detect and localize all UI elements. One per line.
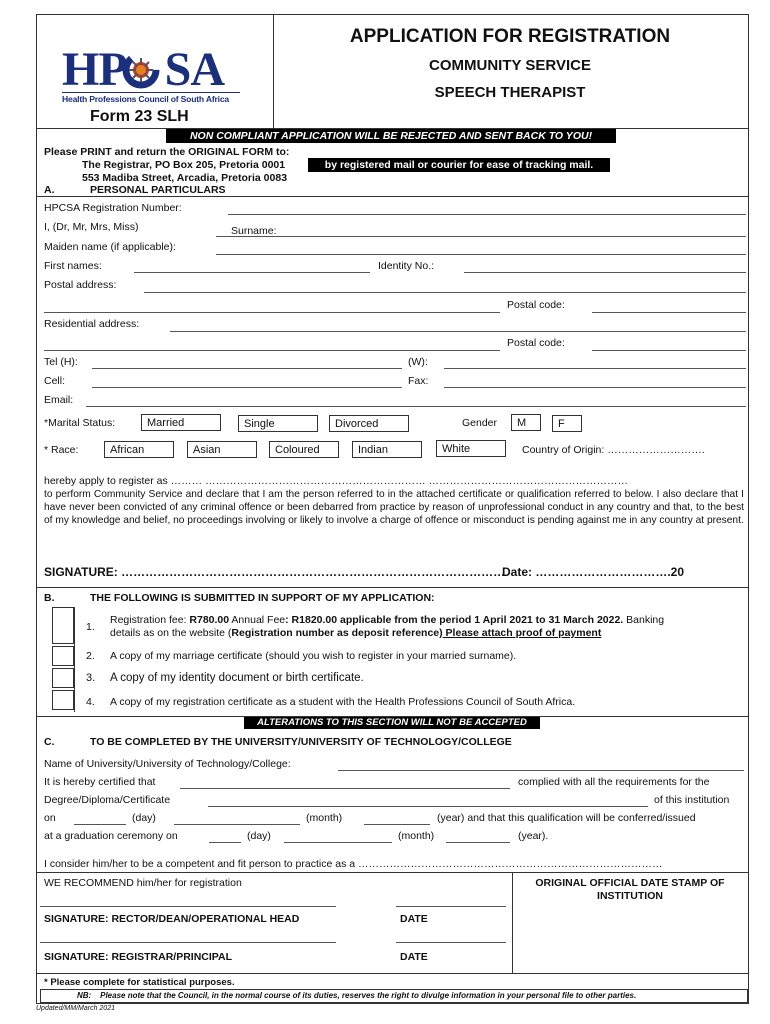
instructions-street: 553 Madiba Street, Arcadia, Pretoria 0083 xyxy=(82,172,288,184)
marital-option-divorced[interactable]: Divorced xyxy=(329,415,409,432)
race-option-asian[interactable]: Asian xyxy=(187,441,257,458)
postal-code-label: Postal code: xyxy=(507,299,565,311)
first-names-field[interactable] xyxy=(134,272,370,273)
postal-code-2-label: Postal code: xyxy=(507,337,565,349)
qual-year-field[interactable] xyxy=(364,824,430,825)
ceremony-month-label: (month) xyxy=(398,830,435,842)
first-names-label: First names: xyxy=(44,260,102,272)
alterations-notice: ALTERATIONS TO THIS SECTION WILL NOT BE ACCEPTED xyxy=(244,717,540,729)
qual-month-field[interactable] xyxy=(174,824,300,825)
statistical-note: * Please complete for statistical purposes. xyxy=(44,977,235,988)
item-1-number: 1. xyxy=(86,621,95,633)
non-compliant-notice: NON COMPLIANT APPLICATION WILL BE REJECTED AND SENT BACK TO YOU! xyxy=(166,129,616,143)
qual-year-label: (year) and that this qualification will be conferred/issued xyxy=(437,812,696,824)
registrar-signature-field[interactable] xyxy=(40,942,336,943)
certified-name-field[interactable] xyxy=(180,788,510,789)
degree-field[interactable] xyxy=(208,806,648,807)
hpcsa-reg-field[interactable] xyxy=(228,214,746,215)
postal-address-field-1[interactable] xyxy=(144,292,746,293)
surname-label: Surname: xyxy=(231,225,277,237)
fax-label: Fax: xyxy=(408,375,429,387)
page-title: APPLICATION FOR REGISTRATION xyxy=(349,26,671,47)
identity-field[interactable] xyxy=(464,272,746,273)
item-3-text: A copy of my identity document or birth certificate. xyxy=(110,672,364,684)
title-community-service: COMMUNITY SERVICE xyxy=(429,57,591,74)
ceremony-label: at a graduation ceremony on xyxy=(44,830,178,842)
university-field[interactable] xyxy=(338,770,744,771)
registrar-date-label: DATE xyxy=(400,951,428,963)
item-1-text: Registration fee: R780.00 Annual Fee: R1820.00 applicable from the period 1 April 2021 to 31 March 2022. Banking xyxy=(110,614,665,626)
recommend-label: WE RECOMMEND him/her for registration xyxy=(44,877,242,889)
item-3-number: 3. xyxy=(86,672,96,684)
cell-label: Cell: xyxy=(44,375,66,387)
logo-letters: HP SA xyxy=(62,43,225,96)
rector-date-field[interactable] xyxy=(396,906,506,907)
postal-code-2-field[interactable] xyxy=(592,350,746,351)
stamp-area[interactable] xyxy=(514,905,746,971)
certified-label: It is hereby certified that xyxy=(44,776,156,788)
section-b-letter: B. xyxy=(44,592,55,604)
stamp-divider xyxy=(512,872,513,973)
qual-day-label: (day) xyxy=(132,812,156,824)
instructions-address: The Registrar, PO Box 205, Pretoria 0001 xyxy=(82,159,286,171)
tel-work-field[interactable] xyxy=(444,368,746,369)
maiden-field[interactable] xyxy=(216,254,746,255)
email-field[interactable] xyxy=(86,406,746,407)
maiden-label: Maiden name (if applicable): xyxy=(44,241,176,253)
registrar-signature-label: SIGNATURE: REGISTRAR/PRINCIPAL xyxy=(44,951,233,963)
checkbox-item-1[interactable] xyxy=(52,607,74,644)
postal-address-field-2[interactable] xyxy=(44,312,500,313)
section-a-title: PERSONAL PARTICULARS xyxy=(90,184,226,196)
rector-signature-field[interactable] xyxy=(40,906,336,907)
tel-work-label: (W): xyxy=(408,356,428,368)
marital-option-single[interactable]: Single xyxy=(238,415,318,432)
country-of-origin[interactable]: Country of Origin: ………………………. xyxy=(522,444,705,456)
item-4-number: 4. xyxy=(86,696,95,708)
race-option-coloured[interactable]: Coloured xyxy=(269,441,339,458)
instructions-mail-note: by registered mail or courier for ease of tracking mail. xyxy=(308,158,610,172)
identity-label: Identity No.: xyxy=(378,260,435,272)
checkbox-item-2[interactable] xyxy=(52,646,74,666)
institution-label: of this institution xyxy=(654,794,730,806)
ceremony-day-label: (day) xyxy=(247,830,271,842)
applicant-date[interactable]: Date: …………………………….20 xyxy=(502,565,685,579)
tel-home-field[interactable] xyxy=(92,368,402,369)
race-label: * Race: xyxy=(44,444,79,456)
instructions-line1: Please PRINT and return the ORIGINAL FORM to: xyxy=(44,146,290,158)
race-option-african[interactable]: African xyxy=(104,441,174,458)
section-c-title: TO BE COMPLETED BY THE UNIVERSITY/UNIVERSITY OF TECHNOLOGY/COLLEGE xyxy=(90,736,512,748)
applicant-signature[interactable]: SIGNATURE: …………………………………………………………………………………… xyxy=(44,565,506,579)
surname-field[interactable] xyxy=(216,236,746,237)
marital-option-married[interactable]: Married xyxy=(141,414,221,431)
ceremony-day-field[interactable] xyxy=(209,842,241,843)
section-a-letter: A. xyxy=(44,184,55,196)
complied-label: complied with all the requirements for the xyxy=(518,776,710,788)
footer-divider xyxy=(36,973,748,974)
form-number: Form 23 SLH xyxy=(90,108,189,125)
recommend-divider xyxy=(36,872,748,873)
residential-address-field-2[interactable] xyxy=(44,350,500,351)
ceremony-month-field[interactable] xyxy=(284,842,392,843)
gender-option-f[interactable]: F xyxy=(552,415,582,432)
stamp-label: ORIGINAL OFFICIAL DATE STAMP OF INSTITUTION xyxy=(535,877,725,902)
declaration-text: to perform Community Service and declare that I am the person referred to in the attached certificate or qualification referred to below. I also declare that I have never been convicted of any criminal offence or been debarred from practice by reason of unprofessional conduct in any country and that, to the best of my knowledge and belief, no proceedings involving or likely to involve a charge of offence or misconduct is pending against me in any country at present. xyxy=(44,489,744,526)
nb-label: NB: xyxy=(77,991,92,1000)
postal-address-label: Postal address: xyxy=(44,279,117,291)
section-b-divider xyxy=(36,587,748,588)
nb-text: Please note that the Council, in the normal course of its duties, reserves the right to divulge information in your personal file to other parties. xyxy=(100,991,637,1000)
rector-signature-label: SIGNATURE: RECTOR/DEAN/OPERATIONAL HEAD xyxy=(44,913,300,925)
checkbox-item-4[interactable] xyxy=(52,690,74,710)
logo-emblem-icon xyxy=(121,50,161,90)
item-2-number: 2. xyxy=(86,650,95,662)
gender-option-m[interactable]: M xyxy=(511,414,541,431)
title-label: I, (Dr, Mr, Mrs, Miss) xyxy=(44,221,139,233)
nb-notice xyxy=(40,989,748,1003)
qual-month-label: (month) xyxy=(306,812,343,824)
race-option-white[interactable]: White xyxy=(436,440,506,457)
section-c-letter: C. xyxy=(44,736,55,748)
cell-field[interactable] xyxy=(92,387,402,388)
updated-date: Updated/MM/March 2021 xyxy=(36,1005,115,1012)
section-a-divider xyxy=(36,196,748,197)
logo-subtitle: Health Professions Council of South Africa xyxy=(62,94,229,104)
marital-status-label: *Marital Status: xyxy=(44,417,116,429)
checkbox-item-3[interactable] xyxy=(52,668,74,688)
section-b-list-border xyxy=(74,607,75,712)
email-label: Email: xyxy=(44,394,74,406)
logo-underline xyxy=(62,92,240,93)
hpcsa-reg-label: HPCSA Registration Number: xyxy=(44,202,182,214)
title-speech-therapist: SPEECH THERAPIST xyxy=(434,84,586,101)
qual-day-field[interactable] xyxy=(74,824,126,825)
item-4-text: A copy of my registration certificate as a student with the Health Professions Council of South Africa. xyxy=(110,696,576,708)
rector-date-label: DATE xyxy=(400,913,428,925)
postal-code-field[interactable] xyxy=(592,312,746,313)
gender-label: Gender xyxy=(462,417,498,429)
degree-label: Degree/Diploma/Certificate xyxy=(44,794,171,806)
section-b-title: THE FOLLOWING IS SUBMITTED IN SUPPORT OF MY APPLICATION: xyxy=(90,592,435,604)
residential-address-label: Residential address: xyxy=(44,318,140,330)
university-label: Name of University/University of Technology/College: xyxy=(44,758,291,770)
apply-as-line[interactable]: hereby apply to register as ……… ……………………………………………………… ………………………………………………… xyxy=(44,475,628,487)
tel-home-label: Tel (H): xyxy=(44,356,78,368)
item-2-text: A copy of my marriage certificate (should you wish to register in your married surname). xyxy=(110,650,517,662)
on-label: on xyxy=(44,812,56,824)
item-1-text-line2: details as on the website (Registration number as deposit reference) Please attach proof of payment xyxy=(110,627,602,639)
race-option-indian[interactable]: Indian xyxy=(352,441,422,458)
registrar-date-field[interactable] xyxy=(396,942,506,943)
residential-address-field-1[interactable] xyxy=(170,331,746,332)
ceremony-year-label: (year). xyxy=(518,830,549,842)
competent-line[interactable]: I consider him/her to be a competent and fit person to practice as a …………………………………………………………………………… xyxy=(44,858,663,870)
ceremony-year-field[interactable] xyxy=(446,842,510,843)
fax-field[interactable] xyxy=(444,387,746,388)
